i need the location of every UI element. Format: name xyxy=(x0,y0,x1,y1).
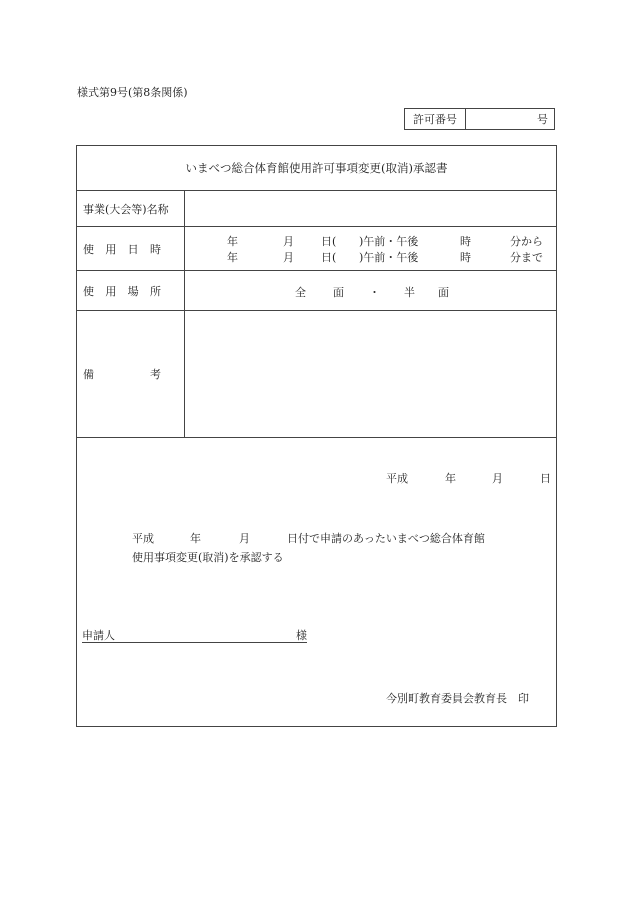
usage-place-options[interactable]: 全 面 ・ 半 面 xyxy=(295,286,449,299)
form-number-label: 様式第9号(第8条関係) xyxy=(77,86,188,99)
form-title: いまべつ総合体育館使用許可事項変更(取消)承認書 xyxy=(185,161,448,175)
usage-date-to: 年 月 日( )午前・午後 時 分まで xyxy=(227,251,543,264)
usage-date-row xyxy=(77,227,556,271)
approval-form xyxy=(76,145,557,727)
event-name-field[interactable] xyxy=(185,191,556,226)
body-year: 年 xyxy=(190,532,201,545)
remarks-row xyxy=(77,311,556,438)
event-name-label: 事業(大会等)名称 xyxy=(77,191,185,226)
approval-date-era: 平成 xyxy=(386,472,408,485)
remarks-field[interactable] xyxy=(185,311,556,437)
usage-date-from: 年 月 日( )午前・午後 時 分から xyxy=(227,235,543,248)
option-full: 全 xyxy=(295,286,306,299)
option-separator: ・ xyxy=(369,286,380,299)
body-era: 平成 xyxy=(132,532,154,545)
approval-date-year: 年 xyxy=(445,472,456,485)
body-line1-tail: 日付で申請のあったいまべつ総合体育館 xyxy=(287,532,485,545)
remarks-label: 備 考 xyxy=(77,311,185,437)
usage-place-label: 使 用 場 所 xyxy=(77,271,185,310)
applicant-signature-line[interactable] xyxy=(82,642,307,643)
permit-number-field[interactable] xyxy=(466,109,554,129)
option-half: 半 xyxy=(404,286,415,299)
issuer-name: 今別町教育委員会教育長 印 xyxy=(386,692,529,705)
permit-number-label: 許可番号 xyxy=(405,109,466,129)
form-title-row xyxy=(77,146,556,191)
event-name-row xyxy=(77,191,556,227)
usage-date-label: 使 用 日 時 xyxy=(77,227,185,270)
usage-place-row xyxy=(77,271,556,311)
approval-section xyxy=(77,438,556,726)
applicant-honorific: 様 xyxy=(296,629,307,642)
usage-date-field[interactable] xyxy=(185,233,556,265)
body-line2: 使用事項変更(取消)を承認する xyxy=(132,551,284,564)
approval-date-month: 月 xyxy=(492,472,503,485)
body-month: 月 xyxy=(239,532,250,545)
permit-number-suffix: 号 xyxy=(537,113,548,126)
permit-number-box xyxy=(404,108,555,130)
approval-date-day: 日 xyxy=(540,472,551,485)
applicant-label: 申請人 xyxy=(82,629,115,642)
